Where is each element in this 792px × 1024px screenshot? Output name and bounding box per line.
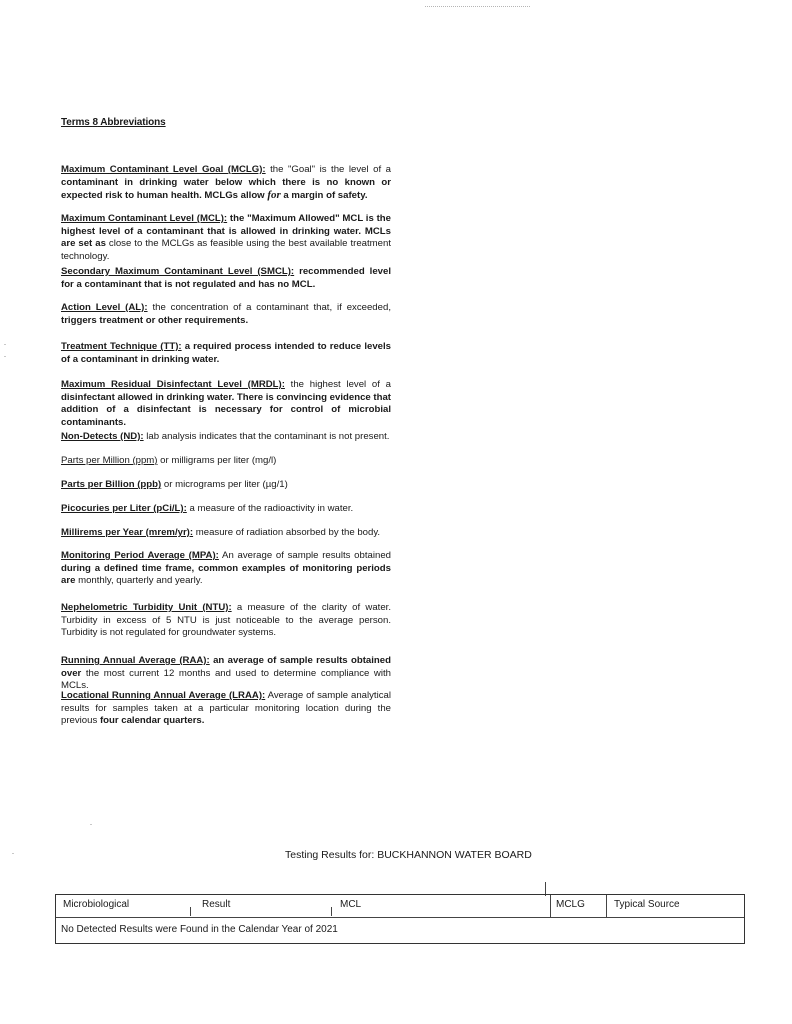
header-mcl: MCL (340, 899, 362, 910)
table-header-row (56, 895, 744, 918)
term-mrem: Millirems per Year (mrem/yr): measure of radiation absorbed by the body. (61, 527, 381, 538)
term-mrdl: Maximum Residual Disinfectant Level (MRDL): the highest level of a disinfectant allowed in drinking water. There is convincing evidence that addition of a disinfectant is necessary for control of microbial contaminants. (61, 379, 391, 428)
header-divider (606, 895, 607, 917)
scan-tick-mark (190, 907, 191, 916)
scan-speck (90, 824, 92, 825)
term-mclg: Maximum Contaminant Level Goal (MCLG): the "Goal" is the level of a contaminant in drinking water below which there is no known or expected risk to human health. MCLGs allow for a margin of safety. (61, 164, 391, 202)
term-al: Action Level (AL): the concentration of a contaminant that, if exceeded, triggers treatment or other requirements. (61, 302, 391, 326)
section-heading: Terms 8 Abbreviations (61, 117, 166, 128)
header-mclg: MCLG (556, 899, 585, 910)
term-mpa: Monitoring Period Average (MPA): An average of sample results obtained during a defined time frame, common examples of monitoring periods are monthly, quarterly and yearly. (61, 550, 391, 587)
term-ntu: Nephelometric Turbidity Unit (NTU): a measure of the clarity of water. Turbidity in excess of 5 NTU is just noticeable to the average person. Turbidity is not regulated for groundwater systems. (61, 602, 391, 639)
results-table (55, 894, 745, 944)
header-microbiological: Microbiological (63, 899, 130, 910)
term-ppm: Parts per Million (ppm) or milligrams per liter (mg/l) (61, 455, 277, 466)
term-mcl: Maximum Contaminant Level (MCL): the "Maximum Allowed" MCL is the highest level of a contaminant that is allowed in drinking water. MCLs are set as close to the MCLGs as feasible using the best available treatment technology. (61, 213, 391, 262)
term-tt: Treatment Technique (TT): a required process intended to reduce levels of a contaminant in drinking water. (61, 341, 391, 365)
term-lraa: Locational Running Annual Average (LRAA): Average of sample analytical results for samples taken at a particular monitoring location during the previous four calendar quarters. (61, 690, 391, 727)
scan-speck (4, 356, 6, 357)
scan-speck (12, 853, 14, 854)
scan-tick-mark (331, 907, 332, 916)
scan-speck (4, 344, 6, 345)
header-result: Result (202, 899, 231, 910)
scan-artifact-line (425, 6, 530, 7)
term-ppb: Parts per Billion (ppb) or micrograms per liter (µg/1) (61, 479, 288, 490)
header-divider (550, 895, 551, 917)
term-raa: Running Annual Average (RAA): an average of sample results obtained over the most current 12 months and used to determine compliance with MCLs. (61, 655, 391, 692)
testing-results-title: Testing Results for: BUCKHANNON WATER BOARD (285, 849, 532, 861)
term-pci: Picocuries per Liter (pCi/L): a measure of the radioactivity in water. (61, 503, 354, 514)
term-nd: Non-Detects (ND): lab analysis indicates that the contaminant is not present. (61, 431, 390, 442)
table-message-row: No Detected Results were Found in the Calendar Year of 2021 (61, 924, 338, 935)
header-typical-source: Typical Source (614, 899, 680, 910)
term-smcl: Secondary Maximum Contaminant Level (SMCL): recommended level for a contaminant that is not regulated and has no MCL. (61, 266, 392, 290)
